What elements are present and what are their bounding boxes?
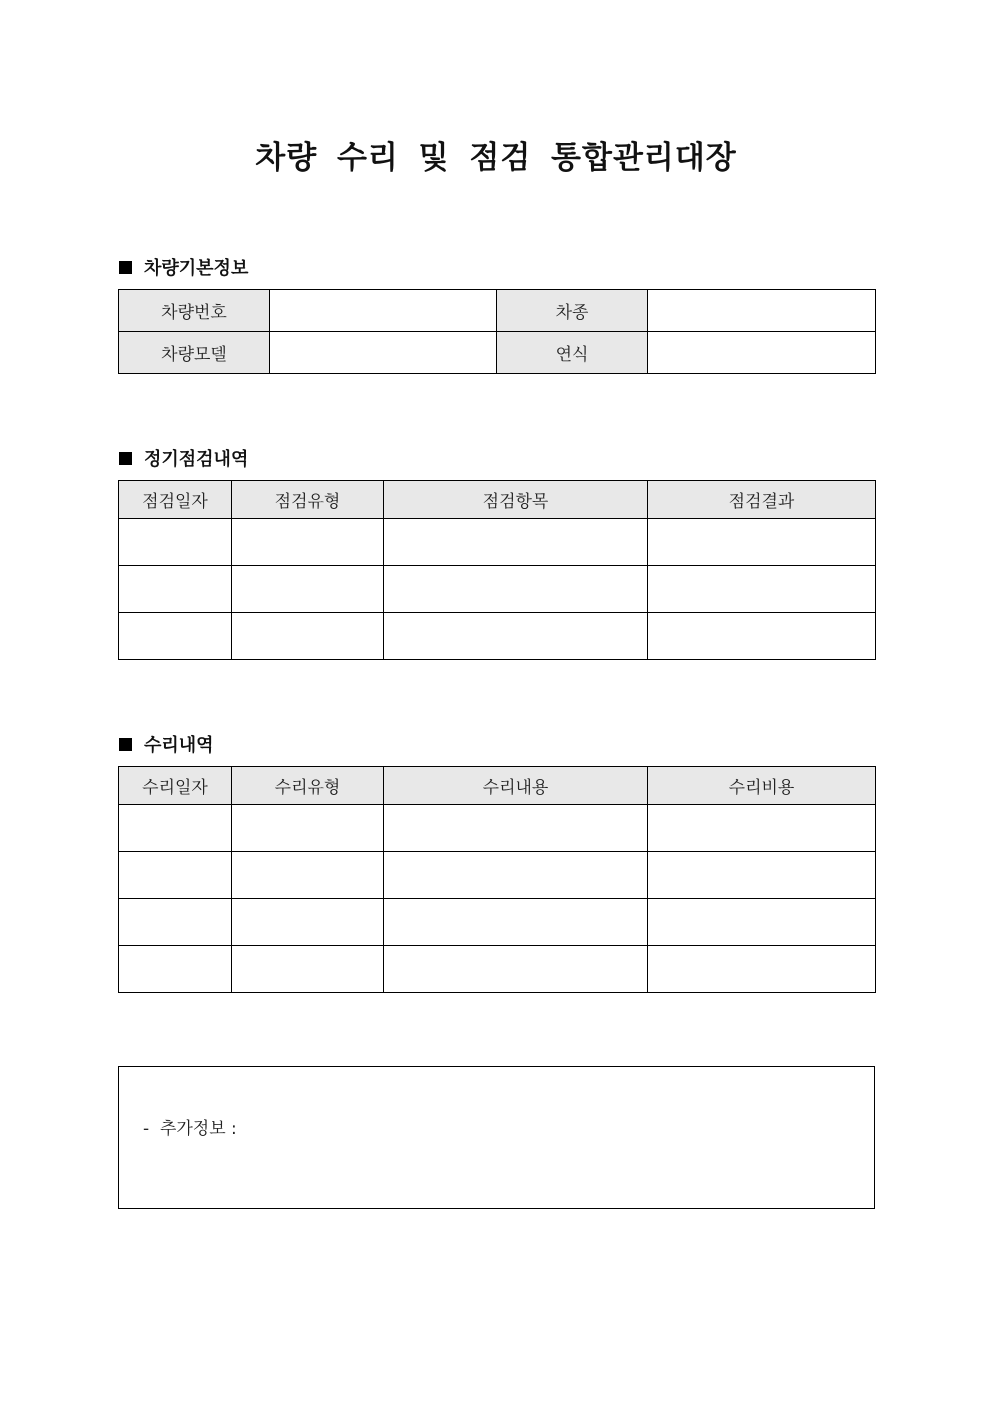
model-year-field[interactable] xyxy=(648,332,876,374)
table-row xyxy=(119,946,876,993)
table-cell[interactable] xyxy=(384,519,648,566)
square-bullet-icon xyxy=(119,452,132,465)
label-vehicle-type: 차종 xyxy=(497,290,648,332)
table-header-row xyxy=(119,481,876,519)
section-heading-repair xyxy=(119,731,214,757)
table-row xyxy=(119,613,876,660)
label-vehicle-number: 차량번호 xyxy=(119,290,270,332)
column-header: 수리내용 xyxy=(384,767,648,805)
table-row xyxy=(119,519,876,566)
label-vehicle-model: 차량모델 xyxy=(119,332,270,374)
additional-info-box[interactable] xyxy=(118,1066,875,1209)
column-header: 수리유형 xyxy=(232,767,384,805)
table-row xyxy=(119,805,876,852)
table-cell[interactable] xyxy=(648,613,876,660)
inspection-table xyxy=(118,480,876,660)
table-cell[interactable] xyxy=(384,852,648,899)
column-header: 점검유형 xyxy=(232,481,384,519)
table-cell[interactable] xyxy=(232,519,384,566)
table-cell[interactable] xyxy=(384,805,648,852)
column-header: 점검결과 xyxy=(648,481,876,519)
square-bullet-icon xyxy=(119,261,132,274)
table-row xyxy=(119,852,876,899)
table-cell[interactable] xyxy=(232,899,384,946)
table-cell[interactable] xyxy=(232,852,384,899)
column-header: 수리비용 xyxy=(648,767,876,805)
section-title: 차량기본정보 xyxy=(144,258,249,279)
table-row xyxy=(119,566,876,613)
table-header-row xyxy=(119,767,876,805)
table-cell[interactable] xyxy=(384,899,648,946)
table-row xyxy=(119,290,876,332)
table-row xyxy=(119,332,876,374)
column-header: 수리일자 xyxy=(119,767,232,805)
table-cell[interactable] xyxy=(119,613,232,660)
table-cell[interactable] xyxy=(648,805,876,852)
table-cell[interactable] xyxy=(648,946,876,993)
table-cell[interactable] xyxy=(232,613,384,660)
page-title: 차량 수리 및 점검 통합관리대장 xyxy=(255,140,737,176)
square-bullet-icon xyxy=(119,738,132,751)
table-cell[interactable] xyxy=(232,805,384,852)
table-cell[interactable] xyxy=(384,613,648,660)
column-header: 점검일자 xyxy=(119,481,232,519)
table-row xyxy=(119,899,876,946)
table-cell[interactable] xyxy=(648,519,876,566)
table-cell[interactable] xyxy=(648,899,876,946)
table-cell[interactable] xyxy=(648,852,876,899)
section-title: 정기점검내역 xyxy=(144,449,249,470)
additional-info-label: - 추가정보 : xyxy=(143,1119,237,1139)
table-cell[interactable] xyxy=(119,566,232,613)
table-cell[interactable] xyxy=(232,946,384,993)
vehicle-model-field[interactable] xyxy=(270,332,497,374)
label-model-year: 연식 xyxy=(497,332,648,374)
table-cell[interactable] xyxy=(384,566,648,613)
table-cell[interactable] xyxy=(119,946,232,993)
vehicle-number-field[interactable] xyxy=(270,290,497,332)
repair-table xyxy=(118,766,876,993)
section-heading-inspection xyxy=(119,445,248,471)
table-cell[interactable] xyxy=(648,566,876,613)
table-cell[interactable] xyxy=(119,805,232,852)
table-cell[interactable] xyxy=(384,946,648,993)
table-cell[interactable] xyxy=(232,566,384,613)
table-cell[interactable] xyxy=(119,899,232,946)
section-heading-basic-info xyxy=(119,254,248,280)
table-cell[interactable] xyxy=(119,852,232,899)
vehicle-type-field[interactable] xyxy=(648,290,876,332)
basic-info-table xyxy=(118,289,876,374)
section-title: 수리내역 xyxy=(144,735,214,756)
column-header: 점검항목 xyxy=(384,481,648,519)
table-cell[interactable] xyxy=(119,519,232,566)
